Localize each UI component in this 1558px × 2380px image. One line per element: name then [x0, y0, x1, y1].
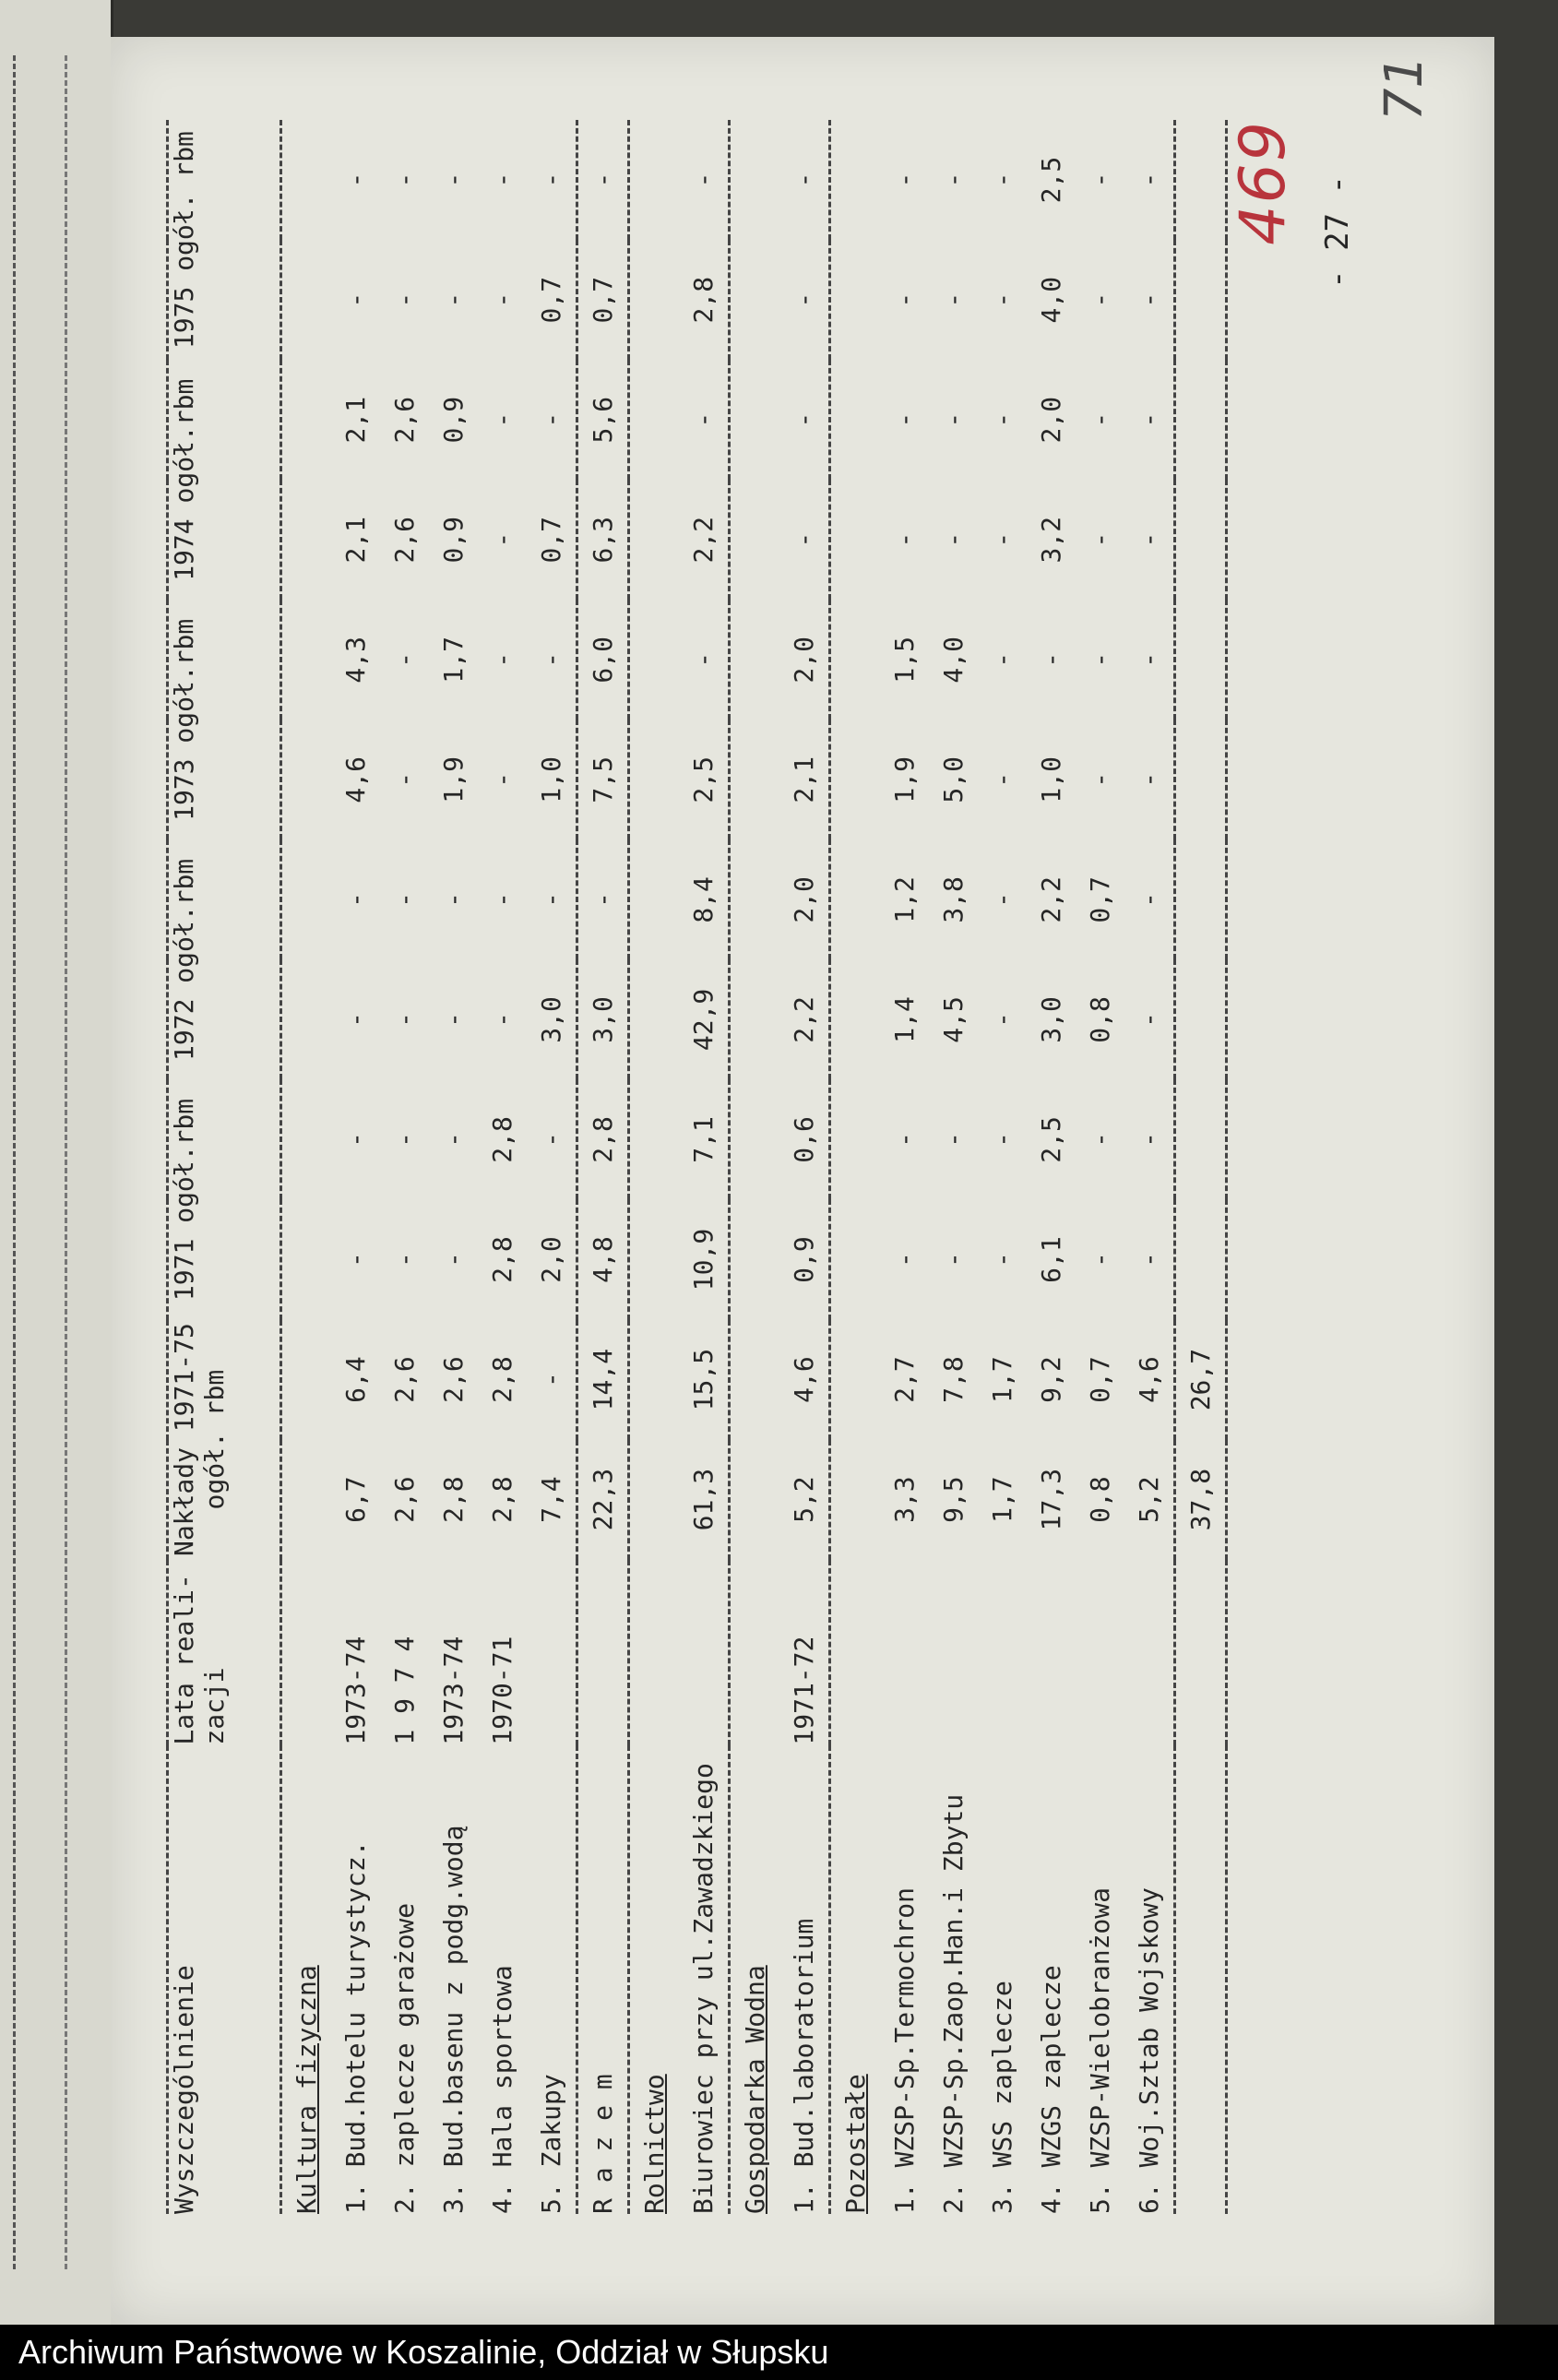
row-value: - — [1085, 771, 1115, 788]
row-value: - — [389, 1132, 420, 1148]
row-value: - — [438, 1252, 469, 1267]
row-value: 0,6 — [789, 1116, 819, 1163]
row-value: - — [938, 1132, 969, 1148]
stamp-number: 469 — [1227, 120, 1300, 245]
document-page — [111, 37, 1494, 2325]
row-value: 9,2 — [1036, 1356, 1066, 1403]
row-value: 4,0 — [938, 637, 969, 684]
row-value: - — [789, 172, 819, 188]
row-value: - — [487, 531, 517, 548]
row-value: 4,8 — [588, 1236, 618, 1283]
row-value — [1175, 959, 1227, 1079]
table-row — [679, 120, 730, 2214]
row-value: - — [389, 172, 420, 188]
row-value: 3,0 — [536, 996, 566, 1043]
row-value: - — [340, 172, 371, 188]
row-value: - — [889, 172, 920, 188]
row-value: - — [987, 1132, 1017, 1148]
row-label: 6. Woj.Sztab Wojskowy — [1134, 1886, 1164, 2214]
row-value: - — [1085, 651, 1115, 668]
row-value: - — [1036, 651, 1066, 668]
row-value: - — [987, 172, 1017, 188]
row-value: 0,7 — [588, 276, 618, 324]
row-value: - — [536, 172, 566, 188]
table-row — [429, 120, 478, 2214]
row-value: 1,9 — [438, 756, 469, 803]
row-value: 4,0 — [1036, 276, 1066, 324]
row-value: 1,4 — [889, 996, 920, 1043]
row-label: 3. WSS zaplecze — [987, 1981, 1017, 2214]
row-value: 2,1 — [340, 516, 371, 564]
left-page-edge — [0, 0, 113, 2325]
table-header-row — [168, 120, 281, 2214]
section-row — [281, 120, 332, 2214]
row-value: 2,6 — [389, 1356, 420, 1403]
table-row-total — [577, 120, 629, 2214]
section-kultura: Kultura fizyczna — [291, 1965, 322, 2214]
row-value: - — [987, 531, 1017, 548]
row-value: 6,3 — [588, 516, 618, 564]
row-value: - — [340, 1252, 371, 1267]
row-years — [880, 1560, 929, 1745]
row-label: 1. Bud.laboratorium — [789, 1918, 819, 2214]
row-value: 6,4 — [340, 1356, 371, 1403]
row-value — [1175, 1079, 1227, 1199]
row-years: 1971-72 — [789, 1636, 819, 1745]
row-value: 2,2 — [688, 516, 719, 564]
row-value: 2,6 — [389, 516, 420, 564]
row-value: - — [789, 292, 819, 308]
row-value: 2,2 — [789, 996, 819, 1043]
row-value: - — [340, 1012, 371, 1028]
row-label: 1. WZSP-Sp.Termochron — [889, 1886, 920, 2214]
row-value: - — [1134, 411, 1164, 428]
row-years — [1175, 1560, 1227, 1745]
row-value: - — [1085, 531, 1115, 548]
row-value: - — [1134, 1252, 1164, 1267]
table-row — [331, 120, 380, 2214]
row-value: 2,0 — [789, 876, 819, 923]
row-value: - — [987, 411, 1017, 428]
table-row — [1076, 120, 1124, 2214]
row-value: 1,7 — [987, 1356, 1017, 1403]
row-value: 0,9 — [438, 396, 469, 444]
row-value: 2,8 — [688, 276, 719, 324]
row-value: - — [987, 1012, 1017, 1028]
row-value: 2,5 — [688, 756, 719, 803]
row-label — [1175, 1745, 1227, 2214]
table-row — [1027, 120, 1076, 2214]
row-value: 2,0 — [1036, 396, 1066, 444]
row-value — [1175, 600, 1227, 720]
table-row-total — [1175, 120, 1227, 2214]
row-value — [1175, 120, 1227, 240]
row-value: - — [889, 531, 920, 548]
header-years: Lata reali- zacji — [169, 1574, 230, 1745]
row-years — [527, 1560, 577, 1745]
row-value: - — [1134, 292, 1164, 308]
archive-footer: Archiwum Państwowe w Koszalinie, Oddział w Słupsku — [0, 2325, 1558, 2380]
row-value: 2,1 — [789, 756, 819, 803]
row-value: - — [389, 891, 420, 908]
row-value: 4,6 — [789, 1356, 819, 1403]
header-total: Nakłady 1971-75 ogół. rbm — [169, 1323, 230, 1557]
row-value: 2,6 — [438, 1356, 469, 1403]
row-value: 2,6 — [389, 1476, 420, 1523]
row-value: - — [1134, 771, 1164, 788]
row-value: - — [1085, 1252, 1115, 1267]
row-value: 15,5 — [688, 1348, 719, 1411]
row-value: 4,6 — [340, 756, 371, 803]
row-value: 2,8 — [438, 1476, 469, 1523]
row-value: 3,0 — [588, 996, 618, 1043]
section-rolnictwo: Rolnictwo — [639, 2074, 670, 2214]
row-value: - — [340, 1132, 371, 1148]
row-years — [679, 1560, 730, 1745]
row-value: 4,6 — [1134, 1356, 1164, 1403]
row-value: - — [889, 1252, 920, 1267]
row-value: - — [987, 891, 1017, 908]
row-value: - — [536, 1372, 566, 1387]
section-row — [629, 120, 680, 2214]
row-value: 5,2 — [1134, 1476, 1164, 1523]
row-value: 2,2 — [1036, 876, 1066, 923]
row-value: - — [340, 891, 371, 908]
row-value: 4,5 — [938, 996, 969, 1043]
section-pozostale: Pozostałe — [840, 2074, 871, 2214]
row-value: - — [1085, 411, 1115, 428]
section-row — [730, 120, 780, 2214]
header-1974: 1974 ogół.rbm — [169, 378, 199, 581]
row-value: - — [438, 292, 469, 308]
row-value: 0,9 — [789, 1236, 819, 1283]
row-value — [1175, 839, 1227, 959]
row-value: 0,7 — [536, 516, 566, 564]
row-value: - — [389, 1252, 420, 1267]
row-value: 6,1 — [1036, 1236, 1066, 1283]
row-value: 0,9 — [438, 516, 469, 564]
row-value: - — [536, 1132, 566, 1148]
row-value: 2,8 — [487, 1116, 517, 1163]
table-row — [527, 120, 577, 2214]
row-years — [978, 1560, 1027, 1745]
row-value: - — [789, 411, 819, 428]
row-value: 5,0 — [938, 756, 969, 803]
row-value: - — [389, 771, 420, 788]
investment-table — [166, 120, 1228, 2214]
row-value: - — [487, 891, 517, 908]
row-value: 3,8 — [938, 876, 969, 923]
row-value: 6,7 — [340, 1476, 371, 1523]
row-label: R a z e m — [588, 2074, 618, 2214]
left-page-dashed-line — [13, 55, 16, 2269]
header-item: Wyszczególnienie — [169, 1965, 199, 2214]
row-value: 0,8 — [1085, 996, 1115, 1043]
row-value: 7,5 — [588, 756, 618, 803]
row-value: - — [938, 292, 969, 308]
row-value: 1,0 — [536, 756, 566, 803]
row-value: 4,3 — [340, 637, 371, 684]
row-value: - — [987, 292, 1017, 308]
row-years — [1076, 1560, 1124, 1745]
header-1973: 1973 ogół.rbm — [169, 618, 199, 821]
row-value: - — [688, 172, 719, 188]
row-value: 10,9 — [688, 1228, 719, 1291]
row-label: 2. zaplecze garażowe — [389, 1902, 420, 2214]
row-value — [1175, 240, 1227, 360]
row-value: - — [688, 651, 719, 668]
section-row — [830, 120, 881, 2214]
row-value: 9,5 — [938, 1476, 969, 1523]
table-row — [880, 120, 929, 2214]
row-value: - — [789, 531, 819, 548]
row-value: - — [487, 172, 517, 188]
row-value: - — [487, 411, 517, 428]
row-value: 37,8 — [1185, 1468, 1216, 1531]
row-value: 7,1 — [688, 1116, 719, 1163]
row-value: 2,8 — [487, 1236, 517, 1283]
row-years — [1124, 1560, 1175, 1745]
row-years: 1973-74 — [340, 1636, 371, 1745]
row-value: - — [389, 292, 420, 308]
row-value: 1,9 — [889, 756, 920, 803]
row-value: - — [1085, 172, 1115, 188]
row-label: 2. WZSP-Sp.Zaop.Han.i Zbytu — [938, 1793, 969, 2214]
row-value: - — [938, 531, 969, 548]
table-row — [1124, 120, 1175, 2214]
row-value: - — [588, 172, 618, 188]
row-value: 0,7 — [536, 276, 566, 324]
row-value: - — [536, 891, 566, 908]
row-value: - — [1134, 651, 1164, 668]
row-value: - — [1085, 1132, 1115, 1148]
row-value: - — [987, 1252, 1017, 1267]
row-value: - — [438, 1012, 469, 1028]
row-label: 4. WZGS zaplecze — [1036, 1965, 1066, 2214]
row-value: - — [1134, 1012, 1164, 1028]
row-value — [1175, 720, 1227, 839]
row-value: - — [438, 172, 469, 188]
row-label: 3. Bud.basenu z podg.wodą — [438, 1825, 469, 2214]
row-value: 0,7 — [1085, 876, 1115, 923]
row-value: - — [487, 651, 517, 668]
row-value — [1175, 480, 1227, 600]
row-value: 61,3 — [688, 1468, 719, 1531]
row-value: - — [889, 411, 920, 428]
row-label: Biurowiec przy ul.Zawadzkiego — [688, 1763, 719, 2214]
row-value: 5,6 — [588, 396, 618, 444]
table-row — [380, 120, 429, 2214]
row-value: 26,7 — [1185, 1348, 1216, 1411]
table-row — [978, 120, 1027, 2214]
row-value: - — [588, 891, 618, 908]
header-1971: 1971 ogół.rbm — [169, 1098, 199, 1302]
row-value: - — [987, 771, 1017, 788]
row-years — [1027, 1560, 1076, 1745]
row-label: 1. Bud.hotelu turystycz. — [340, 1840, 371, 2214]
row-value: 2,0 — [789, 637, 819, 684]
row-years: 1 9 7 4 — [389, 1636, 420, 1745]
row-years — [577, 1560, 629, 1745]
rotated-table-sheet — [111, 55, 1439, 2279]
row-value: - — [487, 1012, 517, 1028]
row-years — [929, 1560, 978, 1745]
row-value: - — [389, 651, 420, 668]
row-value: 3,2 — [1036, 516, 1066, 564]
row-value: 22,3 — [588, 1468, 618, 1531]
row-value: - — [938, 172, 969, 188]
row-value: - — [438, 891, 469, 908]
table-row — [779, 120, 830, 2214]
section-gospodarka: Gospodarka Wodna — [740, 1965, 770, 2214]
row-value: 1,7 — [438, 637, 469, 684]
row-value: 2,8 — [487, 1356, 517, 1403]
row-value: - — [938, 411, 969, 428]
row-value: - — [1134, 1132, 1164, 1148]
row-value: - — [889, 292, 920, 308]
left-page-dashed-line-2 — [65, 55, 67, 2269]
row-value: 1,5 — [889, 637, 920, 684]
row-value: - — [536, 411, 566, 428]
row-value: 1,7 — [987, 1476, 1017, 1523]
row-value: 2,5 — [1036, 156, 1066, 204]
row-value: 0,8 — [1085, 1476, 1115, 1523]
row-value: 6,0 — [588, 637, 618, 684]
row-value: 1,0 — [1036, 756, 1066, 803]
row-label: 5. WZSP-Wielobranżowa — [1085, 1886, 1115, 2214]
row-value: 2,8 — [588, 1116, 618, 1163]
row-value: - — [938, 1252, 969, 1267]
table-row — [929, 120, 978, 2214]
row-value: - — [1134, 531, 1164, 548]
row-value: 8,4 — [688, 876, 719, 923]
row-value: - — [487, 292, 517, 308]
row-value: 42,9 — [688, 988, 719, 1052]
row-value — [1175, 360, 1227, 480]
row-value: 5,2 — [789, 1476, 819, 1523]
row-value: 1,2 — [889, 876, 920, 923]
page-number: - 27 - — [1319, 175, 1356, 289]
row-value: 3,0 — [1036, 996, 1066, 1043]
row-value: - — [389, 1012, 420, 1028]
handwritten-number: 71 — [1374, 55, 1434, 122]
row-label: 4. Hala sportowa — [487, 1965, 517, 2214]
row-years: 1973-74 — [438, 1636, 469, 1745]
header-1975: 1975 ogół. rbm — [169, 131, 199, 350]
table-row — [478, 120, 527, 2214]
row-value: 14,4 — [588, 1348, 618, 1411]
row-value: 2,6 — [389, 396, 420, 444]
row-value: - — [340, 292, 371, 308]
row-value: - — [487, 771, 517, 788]
row-value: - — [987, 651, 1017, 668]
row-value: 2,7 — [889, 1356, 920, 1403]
row-value: - — [1134, 891, 1164, 908]
row-value: - — [688, 411, 719, 428]
row-value: - — [536, 651, 566, 668]
row-value — [1175, 1200, 1227, 1320]
row-value: - — [889, 1132, 920, 1148]
row-value: 17,3 — [1036, 1468, 1066, 1531]
row-label: 5. Zakupy — [536, 2074, 566, 2214]
row-value: 0,7 — [1085, 1356, 1115, 1403]
row-value: - — [1085, 292, 1115, 308]
row-value: 7,4 — [536, 1476, 566, 1523]
row-value: 7,8 — [938, 1356, 969, 1403]
row-value: - — [438, 1132, 469, 1148]
row-years: 1970-71 — [487, 1636, 517, 1745]
row-value: 2,8 — [487, 1476, 517, 1523]
row-value: 2,1 — [340, 396, 371, 444]
row-value: 2,0 — [536, 1236, 566, 1283]
row-value: - — [1134, 172, 1164, 188]
header-1972: 1972 ogół.rbm — [169, 858, 199, 1061]
row-value: 2,5 — [1036, 1116, 1066, 1163]
row-value: 3,3 — [889, 1476, 920, 1523]
